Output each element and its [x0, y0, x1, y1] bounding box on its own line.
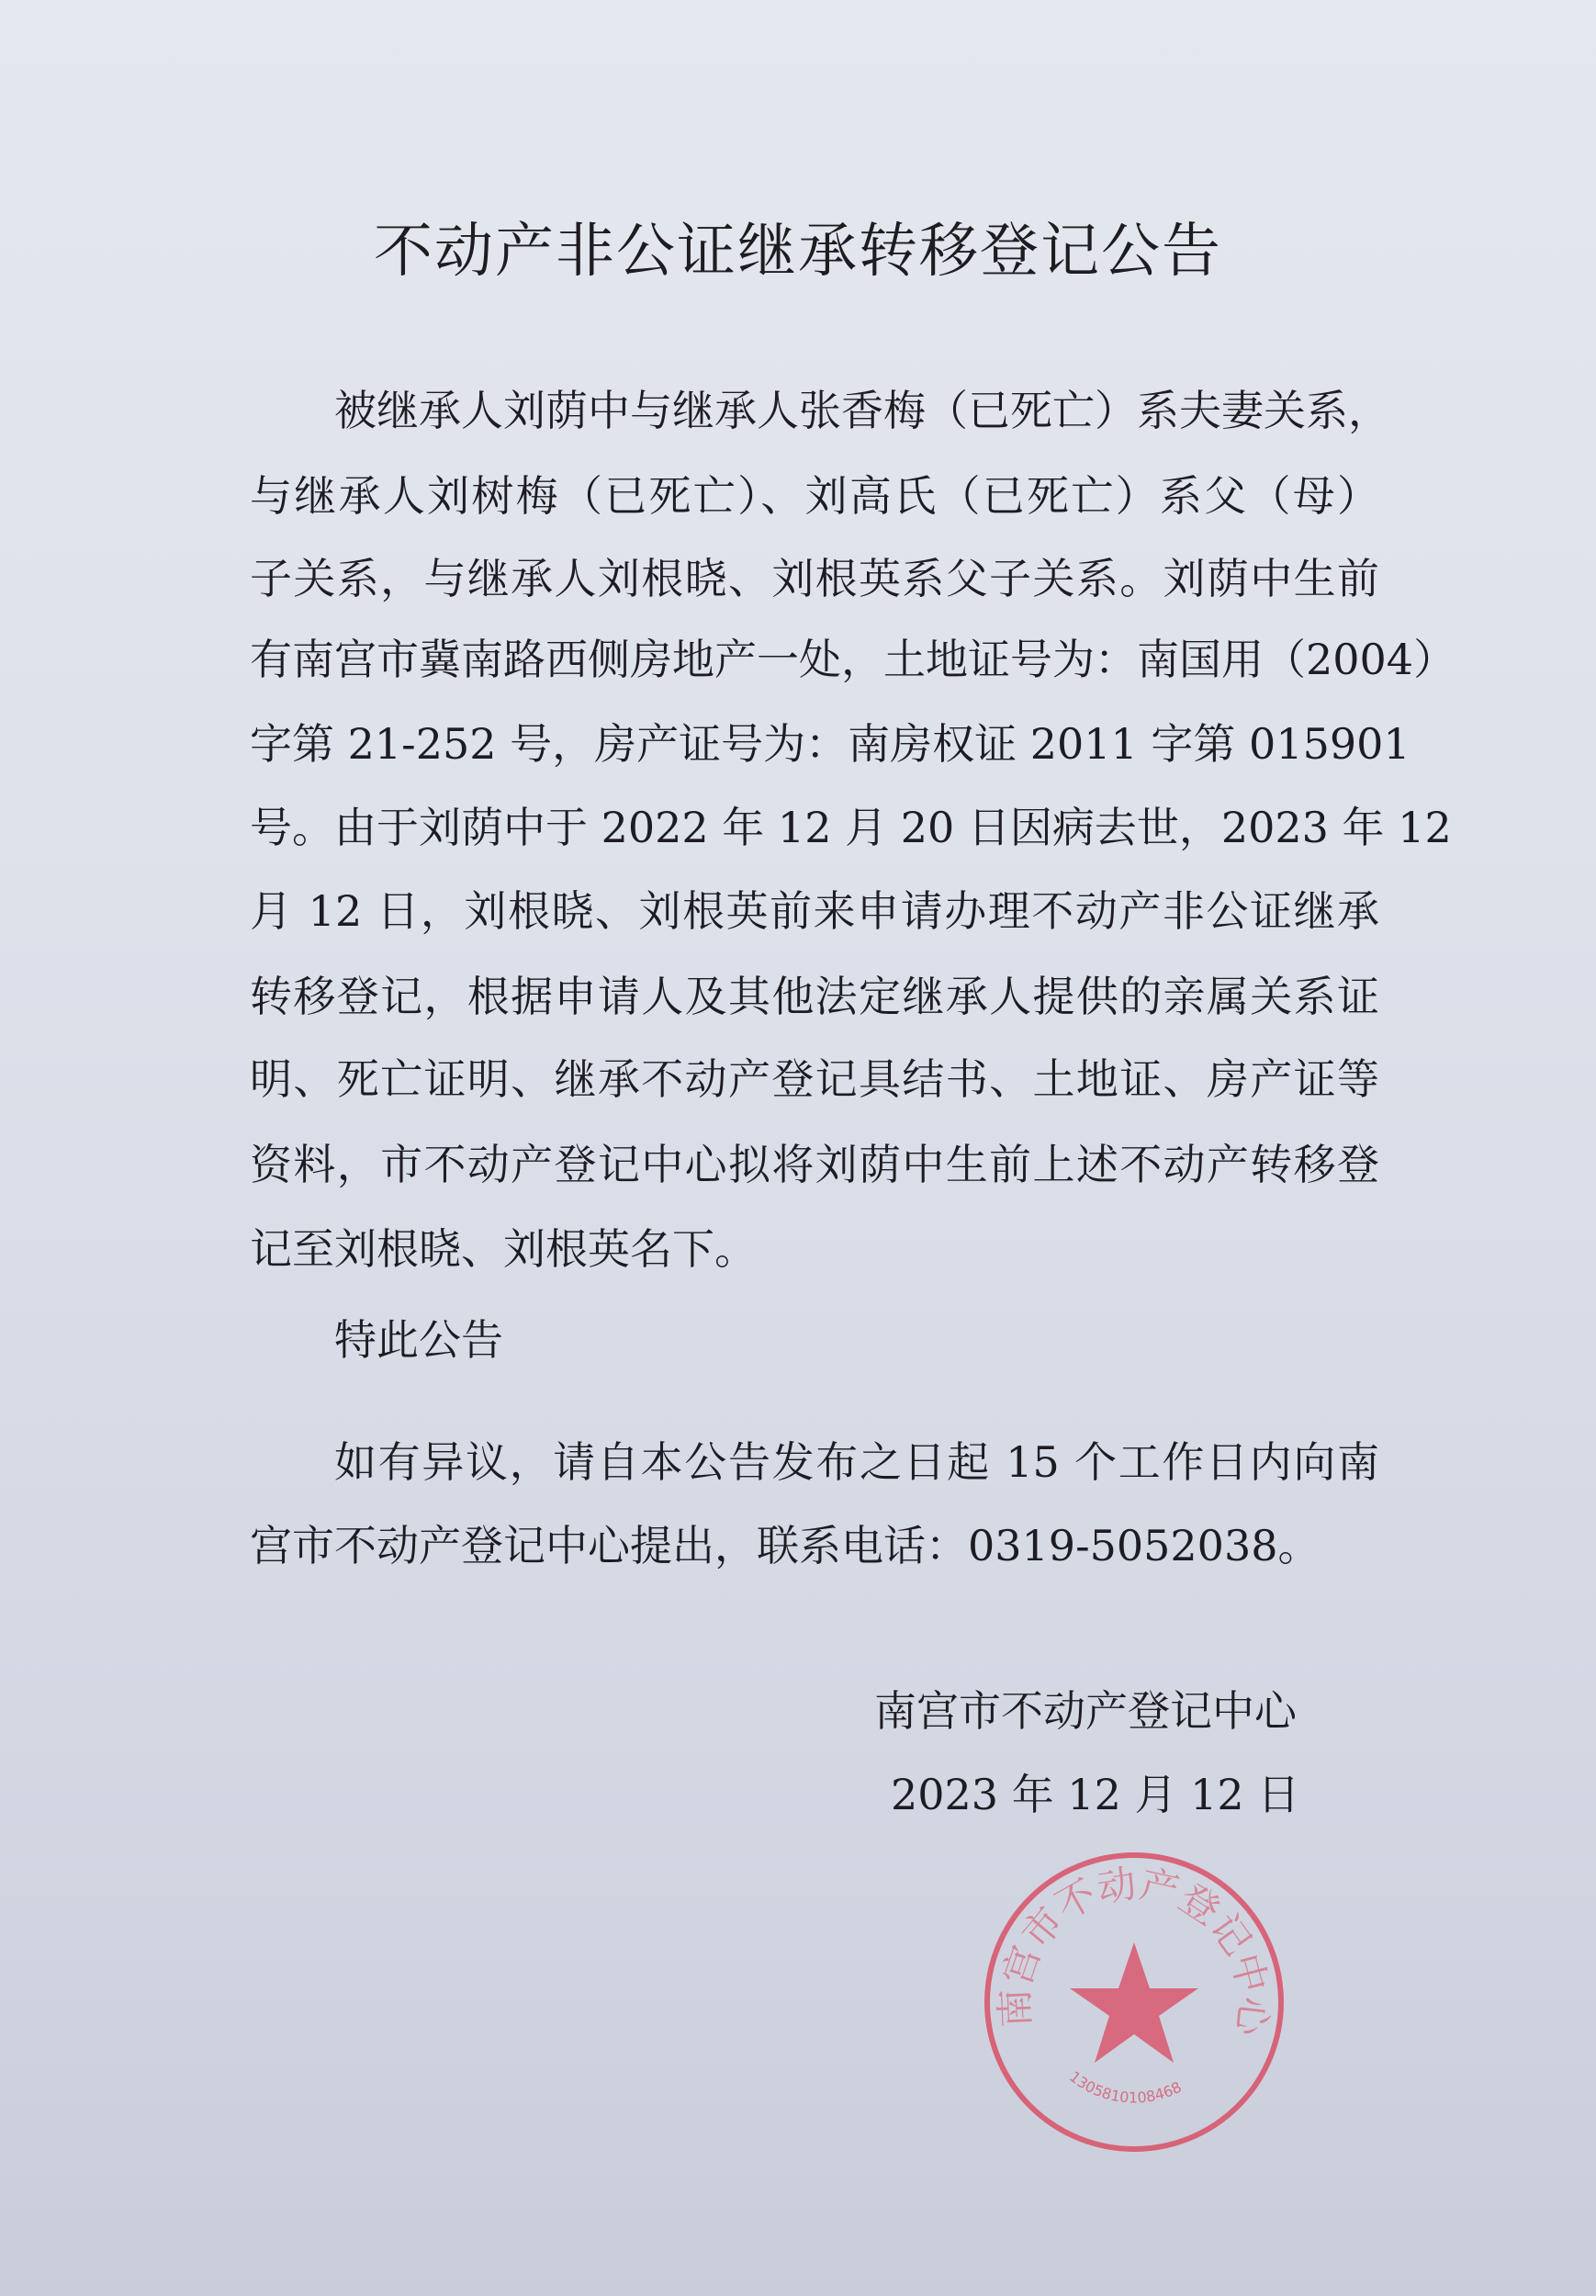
star-icon: [1070, 1942, 1198, 2063]
announcement-text: 特此公告: [334, 1315, 503, 1365]
body-line: 月 12 日，刘根晓、刘根英前来申请办理不动产非公证继承: [250, 886, 1379, 936]
body-line: 字第 21-252 号，房产证号为：南房权证 2011 字第 015901: [250, 719, 1411, 769]
body-line: 与继承人刘树梅（已死亡）、刘高氏（已死亡）系父（母）: [250, 471, 1379, 521]
body-line: 明、死亡证明、继承不动产登记具结书、土地证、房产证等: [250, 1054, 1379, 1104]
signature-date: 2023 年 12 月 12 日: [891, 1770, 1300, 1819]
official-seal: [978, 1846, 1290, 2158]
body-line: 记至刘根晓、刘根英名下。: [250, 1224, 757, 1274]
objection-line: 宫市不动产登记中心提出，联系电话：0319-5052038。: [250, 1521, 1321, 1570]
objection-line: 如有异议，请自本公告发布之日起 15 个工作日内向南: [334, 1437, 1379, 1487]
seal-text: 南宫市不动产登记中心: [992, 1861, 1277, 2039]
svg-text:1305810108468: [1066, 2067, 1185, 2106]
seal-number: 1305810108468: [1066, 2067, 1185, 2107]
body-line: 被继承人刘荫中与继承人张香梅（已死亡）系夫妻关系，: [334, 386, 1390, 435]
body-line: 子关系，与继承人刘根晓、刘根英系父子关系。刘荫中生前: [250, 554, 1379, 603]
body-line: 有南宫市冀南路西侧房地产一处，土地证号为：南国用（2004）: [250, 635, 1456, 684]
signature-org: 南宫市不动产登记中心: [874, 1686, 1297, 1736]
body-line: 资料，市不动产登记中心拟将刘荫中生前上述不动产转移登: [250, 1140, 1379, 1189]
page-title: 不动产非公证继承转移登记公告: [374, 218, 1222, 286]
body-line: 号。由于刘荫中于 2022 年 12 月 20 日因病去世，2023 年 12: [250, 803, 1452, 852]
body-line: 转移登记，根据申请人及其他法定继承人提供的亲属关系证: [250, 972, 1379, 1021]
